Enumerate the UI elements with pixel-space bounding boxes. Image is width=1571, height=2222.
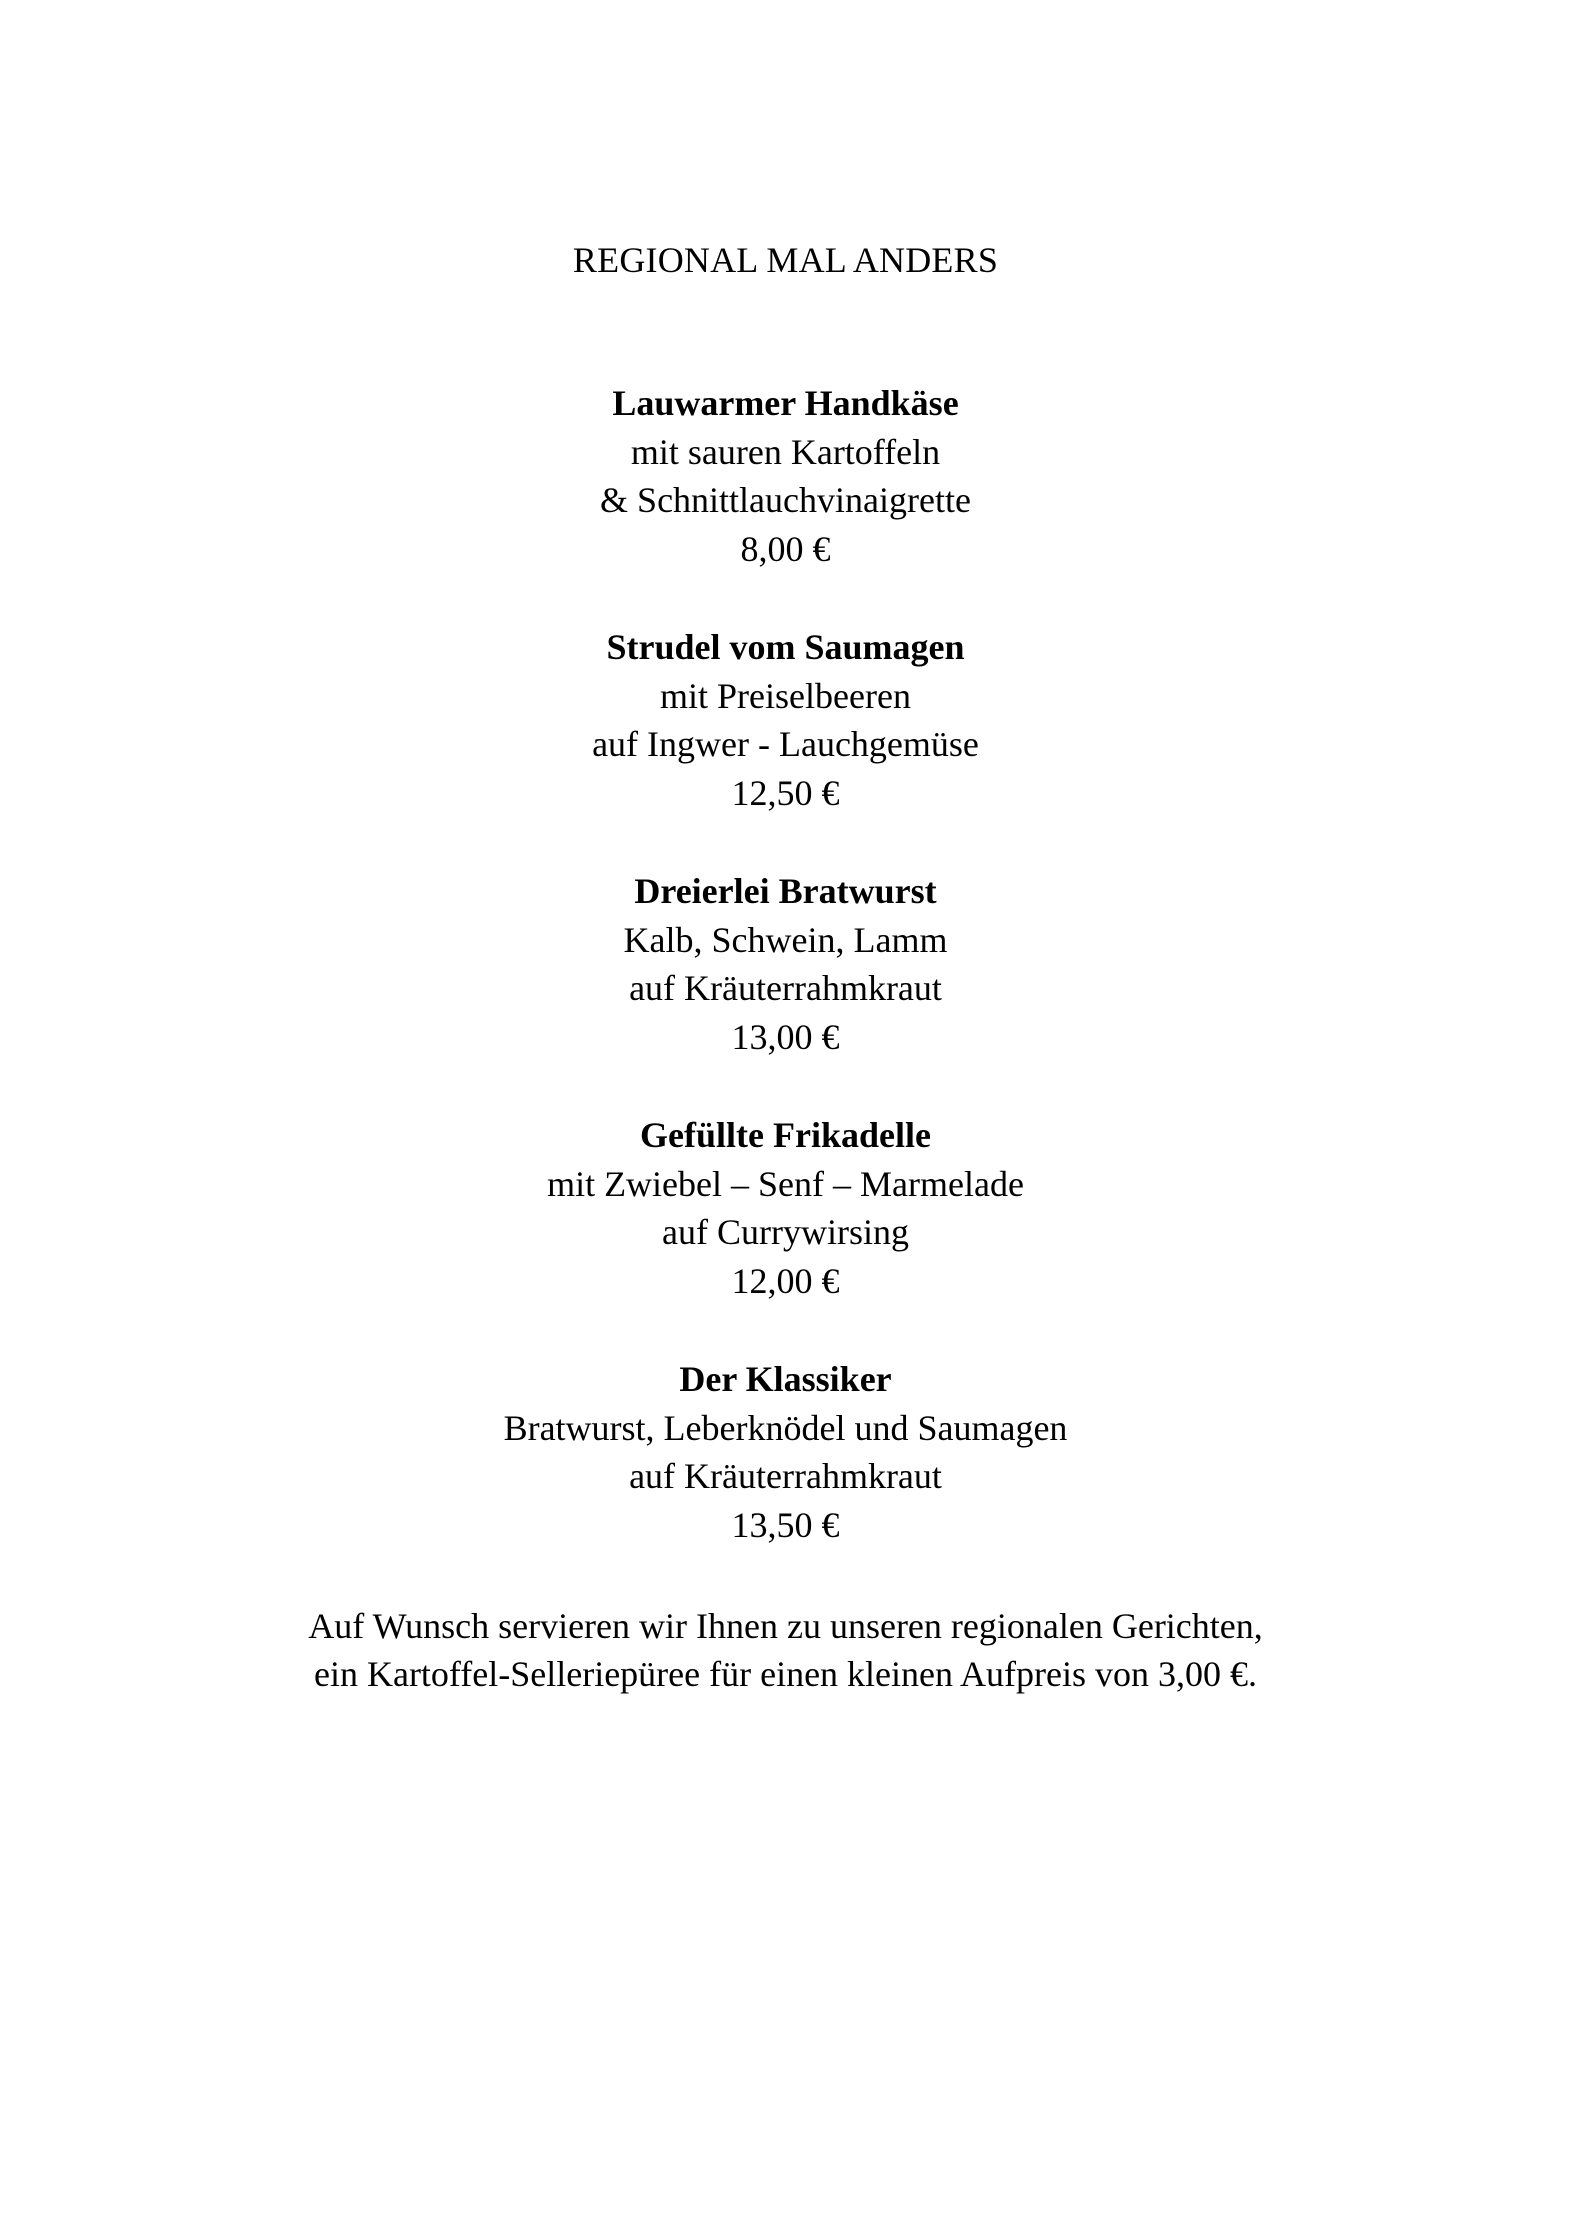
dish-name: Strudel vom Saumagen <box>606 627 965 667</box>
dish-description: auf Kräuterrahmkraut <box>629 968 942 1008</box>
menu-heading: REGIONAL MAL ANDERS <box>572 240 999 280</box>
dish-price: 8,00 € <box>740 528 831 569</box>
dish-item <box>0 1111 1571 1305</box>
dish-list <box>0 379 1571 1599</box>
dish-description: auf Kräuterrahmkraut <box>629 1456 942 1496</box>
dish-name: Dreierlei Bratwurst <box>634 871 937 911</box>
dish-description: auf Currywirsing <box>662 1212 909 1252</box>
dish-price: 12,50 € <box>731 772 840 813</box>
dish-price: 13,00 € <box>731 1016 840 1057</box>
dish-name: Gefüllte Frikadelle <box>640 1115 931 1155</box>
dish-price: 13,50 € <box>731 1504 840 1545</box>
dish-description: Kalb, Schwein, Lamm <box>623 919 948 960</box>
dish-price: 12,00 € <box>731 1260 840 1301</box>
dish-description: mit sauren Kartoffeln <box>630 431 941 472</box>
dish-item <box>0 1355 1571 1549</box>
dish-description: auf Ingwer - Lauchgemüse <box>592 724 979 764</box>
dish-item <box>0 623 1571 817</box>
dish-description: mit Preiselbeeren <box>660 675 911 716</box>
note-line: ein Kartoffel-Selleriepüree für einen kleinen Aufpreis von 3,00 €. <box>313 1654 1257 1694</box>
dish-item <box>0 379 1571 573</box>
dish-name: Lauwarmer Handkäse <box>612 383 959 423</box>
dish-description: & Schnittlauchvinaigrette <box>600 480 971 520</box>
dish-name: Der Klassiker <box>679 1359 892 1399</box>
dish-item <box>0 867 1571 1061</box>
note-line: Auf Wunsch servieren wir Ihnen zu unseren regionalen Gerichten, <box>308 1606 1263 1646</box>
dish-description: Bratwurst, Leberknödel und Saumagen <box>503 1407 1068 1448</box>
dish-description: mit Zwiebel – Senf – Marmelade <box>547 1163 1024 1204</box>
side-dish-note <box>0 1602 1571 1698</box>
